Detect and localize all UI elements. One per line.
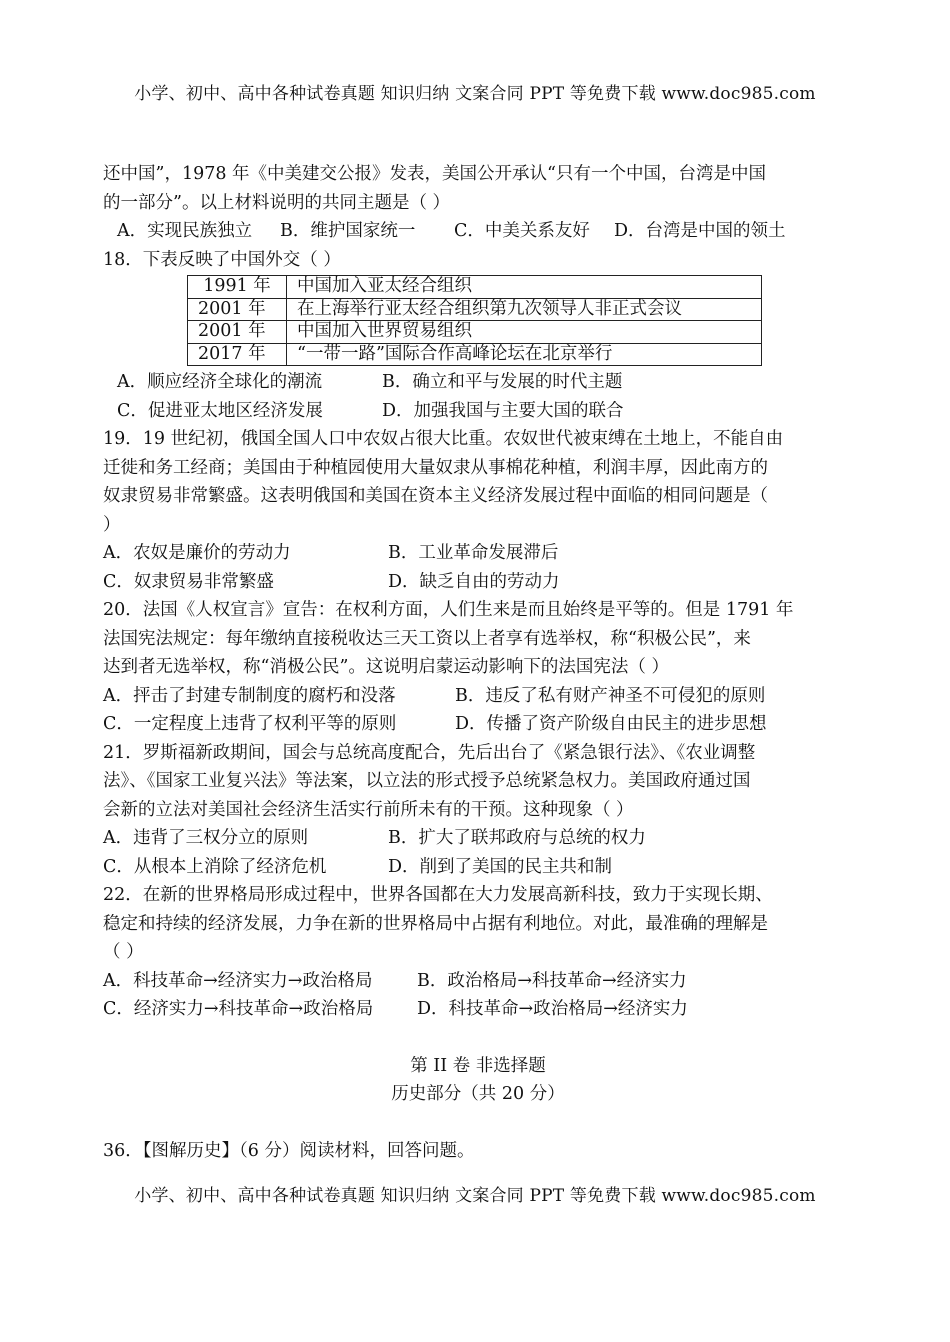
table-cell-year: 1991 年: [188, 276, 287, 299]
q20-line-1: 20．法国《人权宣言》宣告：在权利方面，人们生来是而且始终是平等的。但是 1791 年: [103, 600, 794, 620]
table-cell-event: 中国加入亚太经合组织: [287, 276, 762, 299]
q20-option-b[interactable]: B．违反了私有财产神圣不可侵犯的原则: [455, 685, 766, 706]
spacer: [103, 1024, 853, 1052]
table-row: [188, 343, 762, 366]
q20-option-a[interactable]: A．抨击了封建专制制度的腐朽和没落: [103, 685, 396, 706]
q19-options-row-1: [103, 539, 853, 568]
spacer: [103, 1109, 853, 1137]
q18-stem: 18．下表反映了中国外交（ ）: [103, 249, 341, 270]
q20-options-row-1: [103, 682, 853, 711]
q19-options-row-2: [103, 568, 853, 597]
q21-line-1: 21．罗斯福新政期间，国会与总统高度配合，先后出台了《紧急银行法》、《农业调整: [103, 742, 756, 763]
exam-content: [103, 160, 853, 1165]
q17-line-2: 的一部分”。以上材料说明的共同主题是（ ）: [103, 192, 451, 213]
q22-line-1: 22．在新的世界格局形成过程中，世界各国都在大力发展高新科技，致力于实现长期、: [103, 885, 773, 905]
table-cell-event: “一带一路”国际合作高峰论坛在北京举行: [287, 343, 762, 366]
q21-option-a[interactable]: A．违背了三权分立的原则: [103, 828, 309, 848]
question-22: [103, 881, 853, 1024]
q19-line-4: ）: [103, 514, 121, 535]
q22-option-a[interactable]: A．科技革命→经济实力→政治格局: [103, 970, 373, 991]
q18-option-b[interactable]: B．确立和平与发展的时代主题: [382, 372, 623, 392]
q18-options-row-1: [103, 368, 853, 397]
table-row: [188, 276, 762, 299]
q19-option-c[interactable]: C．奴隶贸易非常繁盛: [103, 571, 274, 592]
q18-option-a[interactable]: A．顺应经济全球化的潮流: [117, 372, 323, 392]
q19-line-1: 19．19 世纪初，俄国全国人口中农奴占很大比重。农奴世代被束缚在土地上，不能自由: [103, 429, 784, 449]
q21-line-3: 会新的立法对美国社会经济生活实行前所未有的干预。这种现象（ ）: [103, 799, 634, 820]
question-36: 36．【图解历史】（6 分）阅读材料，回答问题。: [103, 1140, 475, 1161]
table-cell-year: 2001 年: [188, 321, 287, 344]
q17-option-d[interactable]: D．台湾是中国的领土: [614, 221, 786, 241]
q20-option-c[interactable]: C．一定程度上违背了权利平等的原则: [103, 714, 397, 734]
q21-options-row-1: [103, 824, 853, 853]
q22-options-row-1: [103, 967, 853, 996]
q18-option-d[interactable]: D．加强我国与主要大国的联合: [382, 400, 624, 421]
q17-options: [103, 217, 853, 246]
question-18: [103, 246, 853, 426]
q20-line-3: 达到者无选举权，称“消极公民”。这说明启蒙运动影响下的法国宪法（ ）: [103, 657, 669, 677]
table-row: [188, 298, 762, 321]
q22-options-row-2: [103, 995, 853, 1024]
section-subtitle: 历史部分（共 20 分）: [391, 1084, 565, 1104]
q19-option-a[interactable]: A．农奴是廉价的劳动力: [103, 543, 291, 563]
page-footer: 小学、初中、高中各种试卷真题 知识归纳 文案合同 PPT 等免费下载 www.doc985.com: [134, 1186, 816, 1206]
q20-options-row-2: [103, 710, 853, 739]
q19-option-d[interactable]: D．缺乏自由的劳动力: [388, 571, 560, 592]
question-21: [103, 739, 853, 882]
q17-option-c[interactable]: C．中美关系友好: [454, 221, 590, 241]
q20-line-2: 法国宪法规定：每年缴纳直接税收达三天工资以上者享有选举权，称“积极公民”，来: [103, 628, 751, 649]
q19-option-b[interactable]: B．工业革命发展滞后: [388, 543, 559, 563]
q20-option-d[interactable]: D．传播了资产阶级自由民主的进步思想: [455, 714, 767, 734]
q18-options-row-2: [103, 397, 853, 426]
table-cell-event: 中国加入世界贸易组织: [287, 321, 762, 344]
q19-line-2: 迁徙和务工经商；美国由于种植园使用大量奴隶从事棉花种植，利润丰厚，因此南方的: [103, 457, 768, 478]
q17-option-b[interactable]: B．维护国家统一: [280, 221, 416, 241]
question-19: [103, 425, 853, 596]
q22-option-c[interactable]: C．经济实力→科技革命→政治格局: [103, 999, 374, 1019]
q22-option-b[interactable]: B．政治格局→科技革命→经济实力: [417, 970, 687, 991]
q18-option-c[interactable]: C．促进亚太地区经济发展: [117, 400, 323, 421]
q21-option-c[interactable]: C．从根本上消除了经济危机: [103, 856, 327, 877]
page-header: 小学、初中、高中各种试卷真题 知识归纳 文案合同 PPT 等免费下载 www.doc985.com: [134, 84, 816, 104]
table-cell-year: 2017 年: [188, 343, 287, 366]
q21-line-2: 法》、《国家工业复兴法》等法案，以立法的形式授予总统紧急权力。美国政府通过国: [103, 771, 751, 791]
q22-line-3: （ ）: [103, 942, 144, 962]
table-cell-year: 2001 年: [188, 298, 287, 321]
q17-option-a[interactable]: A．实现民族独立: [117, 221, 253, 241]
section-title: 第 II 卷 非选择题: [410, 1055, 546, 1076]
question-17: [103, 160, 853, 246]
q22-option-d[interactable]: D．科技革命→政治格局→经济实力: [417, 999, 688, 1019]
q21-options-row-2: [103, 853, 853, 882]
q22-line-2: 稳定和持续的经济发展，力争在新的世界格局中占据有利地位。对此，最准确的理解是: [103, 913, 768, 934]
q17-line-1: 还中国”，1978 年《中美建交公报》发表，美国公开承认“只有一个中国，台湾是中国: [103, 164, 766, 184]
table-cell-event: 在上海举行亚太经合组织第九次领导人非正式会议: [287, 298, 762, 321]
q21-option-b[interactable]: B．扩大了联邦政府与总统的权力: [388, 828, 646, 848]
question-20: [103, 596, 853, 739]
q19-line-3: 奴隶贸易非常繁盛。这表明俄国和美国在资本主义经济发展过程中面临的相同问题是（: [103, 486, 768, 506]
q21-option-d[interactable]: D．削到了美国的民主共和制: [388, 856, 613, 877]
q18-table: [187, 275, 762, 366]
table-row: [188, 321, 762, 344]
